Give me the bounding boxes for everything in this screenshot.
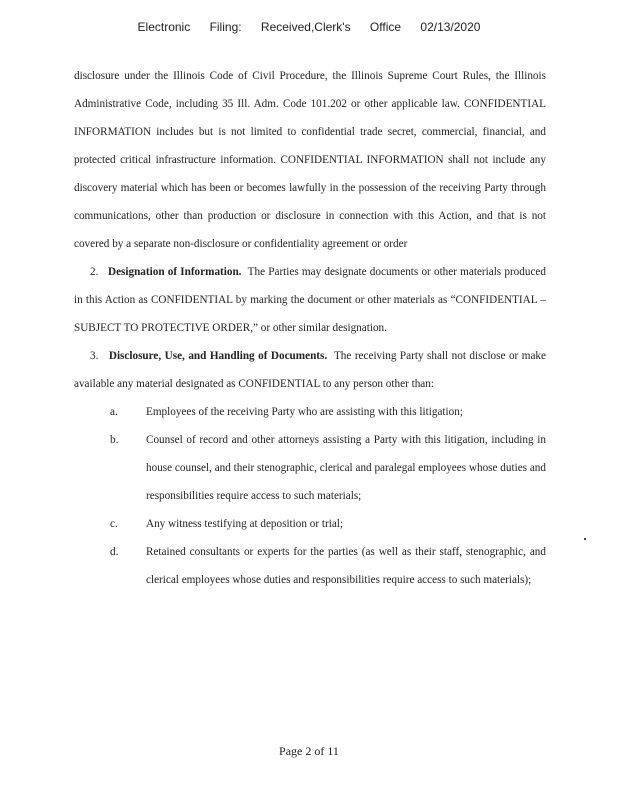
header-received: Received,Clerk's: [260, 20, 351, 34]
header-date: 02/13/2020: [420, 20, 481, 34]
list-item: [74, 510, 546, 538]
list-item-text: Any witness testifying at deposition or trial;: [146, 518, 343, 530]
list-item: [74, 398, 546, 426]
section-3-paragraph: [74, 342, 546, 398]
section-2-number: 2.: [90, 266, 99, 278]
section-3-number: 3.: [90, 350, 99, 362]
section-2-text: The Parties may designate documents or other materials produced in this Action as CONFIDENTIAL by marking the document or other materials as “CONFIDENTIAL – SUBJECT TO PROTECTIVE ORDER,” or other similar designation.: [74, 266, 546, 334]
section-3-heading: Disclosure, Use, and Handling of Documents.: [108, 350, 328, 362]
list-item: [74, 426, 546, 510]
list-marker: d.: [110, 546, 119, 558]
disclosure-list: [74, 398, 546, 594]
continuation-paragraph: disclosure under the Illinois Code of Civil Procedure, the Illinois Supreme Court Rules, the Illinois Administrative Code, including 35 Ill. Adm. Code 101.202 or other applicable law. CONFIDENTIAL INFORMATION includes but is not limited to confidential trade secret, commercial, financial, and protected critical infrastructure information. CONFIDENTIAL INFORMATION shall not include any discovery material which has been or becomes lawfully in the possession of the receiving Party through communications, other than production or disclosure in connection with this Action, and that is not covered by a separate non-disclosure or confidentiality agreement or order: [74, 70, 546, 250]
section-3-text: The receiving Party shall not disclose or make available any material designated as CONFIDENTIAL to any person other than:: [74, 350, 546, 390]
header-filing: Filing:: [209, 20, 242, 34]
list-item-text: Counsel of record and other attorneys assisting a Party with this litigation, including in house counsel, and their stenographic, clerical and paralegal employees whose duties and responsibilities require access to such materials;: [146, 434, 546, 502]
scan-speck: [584, 538, 586, 540]
list-marker: b.: [110, 434, 119, 446]
section-2-heading: Designation of Information.: [107, 266, 242, 278]
filing-stamp-header: [0, 20, 618, 34]
page-number-footer: Page 2 of 11: [279, 744, 339, 758]
list-item-text: Employees of the receiving Party who are assisting with this litigation;: [146, 406, 463, 418]
list-marker: c.: [110, 518, 118, 530]
header-office: Office: [369, 20, 402, 34]
section-2-paragraph: [74, 258, 546, 342]
document-body: [74, 62, 546, 594]
list-item: [74, 538, 546, 594]
list-marker: a.: [110, 406, 118, 418]
header-electronic: Electronic: [137, 20, 191, 34]
list-item-text: Retained consultants or experts for the parties (as well as their staff, stenographic, and clerical employees whose duties and responsibilities require access to such materials);: [146, 546, 546, 586]
